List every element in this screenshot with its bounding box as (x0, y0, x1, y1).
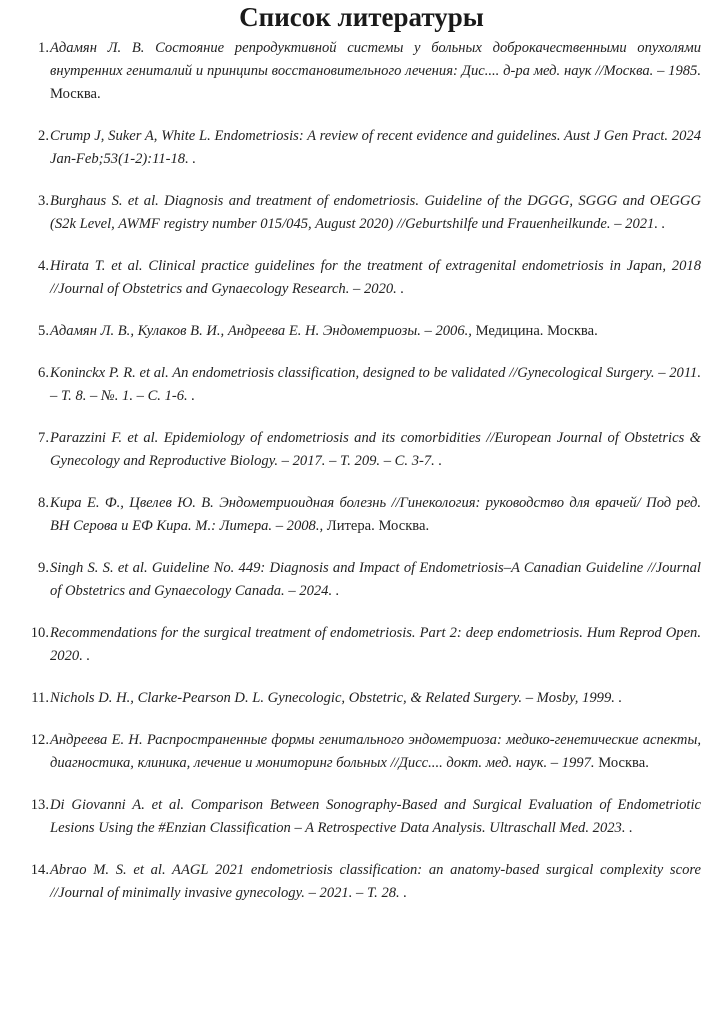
reference-citation: Hirata T. et al. Clinical practice guidelines for the treatment of extragenital endometriosis in Japan, 2018 //Journal of Obstetrics and Gynaecology Research. – 2020. . (50, 258, 701, 297)
reference-item (22, 794, 701, 840)
reference-publisher: Литера. Москва. (323, 518, 430, 534)
reference-text (50, 622, 701, 668)
reference-citation: Singh S. S. et al. Guideline No. 449: Diagnosis and Impact of Endometriosis–A Canadian Guideline //Journal of Obstetrics and Gynaecology Canada. – 2024. . (50, 560, 701, 599)
reference-text (50, 557, 701, 603)
reference-citation: Адамян Л. В., Кулаков В. И., Андреева Е. Н. Эндометриозы. – 2006., (50, 323, 472, 339)
reference-citation: Адамян Л. В. Состояние репродуктивной системы у больных доброкачественными опухолями внутренних гениталий и принципы восстановительного лечения: Дис.... д-ра мед. наук //Москва. – 1985. (50, 40, 701, 79)
reference-text (50, 320, 701, 343)
reference-text (50, 255, 701, 301)
reference-number: 13. (30, 797, 49, 813)
reference-citation: Андреева Е. Н. Распространенные формы генитального эндометриоза: медико-генетические аспекты, диагностика, клиника, лечение и мониторинг больных //Дисс.... докт. мед. наук. – 1997. (50, 732, 701, 771)
reference-text (50, 794, 701, 840)
reference-citation: Crump J, Suker A, White L. Endometriosis: A review of recent evidence and guidelines. Aust J Gen Pract. 2024 Jan-Feb;53(1-2):11-18. . (50, 128, 701, 167)
reference-item (22, 37, 701, 106)
reference-item (22, 557, 701, 603)
reference-list (22, 37, 701, 905)
reference-item (22, 255, 701, 301)
reference-item (22, 427, 701, 473)
reference-citation: Koninckx P. R. et al. An endometriosis classification, designed to be validated //Gynecological Surgery. – 2011. – Т. 8. – №. 1. – С. 1-6. . (50, 365, 701, 404)
reference-citation: Nichols D. H., Clarke-Pearson D. L. Gynecologic, Obstetric, & Related Surgery. – Mosby, 1999. . (50, 690, 623, 706)
page-title: Список литературы (239, 2, 484, 32)
reference-number: 12. (30, 732, 49, 748)
reference-text (50, 687, 701, 710)
reference-number: 9. (38, 560, 49, 576)
reference-text (50, 37, 701, 106)
reference-item (22, 622, 701, 668)
reference-citation: Burghaus S. et al. Diagnosis and treatment of endometriosis. Guideline of the DGGG, SGGG and OEGGG (S2k Level, AWMF registry number 015/045, August 2020) //Geburtshilfe und Frauenheilkunde. – 2021. . (50, 193, 701, 232)
reference-publisher: Медицина. Москва. (471, 323, 598, 339)
reference-citation: Recommendations for the surgical treatment of endometriosis. Part 2: deep endometriosis. Hum Reprod Open. 2020. . (50, 625, 701, 664)
reference-number: 11. (31, 690, 49, 706)
reference-item (22, 859, 701, 905)
reference-item (22, 362, 701, 408)
reference-item (22, 320, 701, 343)
reference-text (50, 427, 701, 473)
reference-publisher: Москва. (50, 86, 101, 102)
reference-text (50, 859, 701, 905)
reference-number: 5. (38, 323, 49, 339)
reference-number: 2. (38, 128, 49, 144)
reference-citation: Di Giovanni A. et al. Comparison Between Sonography-Based and Surgical Evaluation of Endometriotic Lesions Using the #Enzian Classification – A Retrospective Data Analysis. Ultraschall Med. 2023. . (50, 797, 701, 836)
reference-number: 10. (30, 625, 49, 641)
reference-citation: Parazzini F. et al. Epidemiology of endometriosis and its comorbidities //European Journal of Obstetrics & Gynecology and Reproductive Biology. – 2017. – Т. 209. – С. 3-7. . (50, 430, 701, 469)
reference-text (50, 729, 701, 775)
reference-number: 1. (38, 40, 49, 56)
reference-item (22, 687, 701, 710)
reference-text (50, 492, 701, 538)
reference-text (50, 362, 701, 408)
reference-item (22, 125, 701, 171)
reference-item (22, 492, 701, 538)
reference-citation: Abrao M. S. et al. AAGL 2021 endometriosis classification: an anatomy-based surgical complexity score //Journal of minimally invasive gynecology. – 2021. – Т. 28. . (50, 862, 701, 901)
reference-text (50, 125, 701, 171)
reference-number: 3. (38, 193, 49, 209)
reference-number: 8. (38, 495, 49, 511)
reference-number: 6. (38, 365, 49, 381)
reference-item (22, 729, 701, 775)
reference-number: 7. (38, 430, 49, 446)
reference-citation: Кира Е. Ф., Цвелев Ю. В. Эндометриоидная болезнь //Гинекология: руководство для врачей/ Под ред. ВН Серова и ЕФ Кира. М.: Литера. – 2008., (50, 495, 701, 534)
reference-text (50, 190, 701, 236)
reference-number: 14. (30, 862, 49, 878)
reference-item (22, 190, 701, 236)
reference-publisher: Москва. (594, 755, 649, 771)
reference-number: 4. (38, 258, 49, 274)
